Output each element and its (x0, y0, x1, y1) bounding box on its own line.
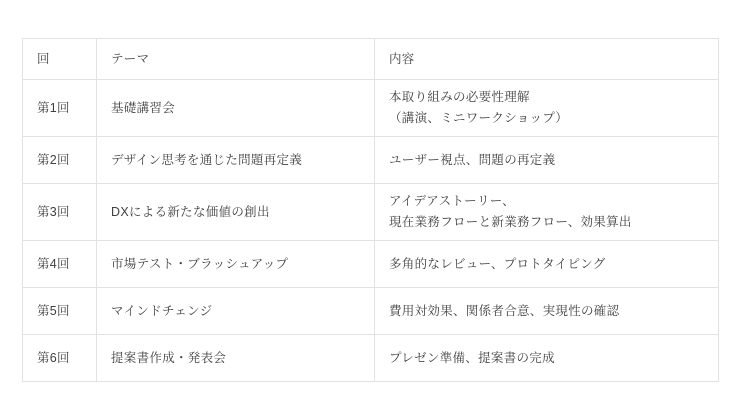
cell-theme: 市場テスト・ブラッシュアップ (97, 241, 375, 288)
table-body (23, 80, 719, 382)
cell-theme: 提案書作成・発表会 (97, 335, 375, 382)
table-row (23, 288, 719, 335)
cell-content (375, 80, 719, 137)
column-header-theme: テーマ (97, 39, 375, 80)
table-row (23, 241, 719, 288)
column-header-content: 内容 (375, 39, 719, 80)
cell-content-line: 現在業務フローと新業務フロー、効果算出 (389, 215, 632, 229)
cell-content-line: 費用対効果、関係者合意、実現性の確認 (389, 303, 620, 318)
column-header-session: 回 (23, 39, 97, 80)
table-row (23, 80, 719, 137)
cell-theme: DXによる新たな価値の創出 (97, 184, 375, 241)
cell-session: 第6回 (23, 335, 97, 382)
cell-content-line: プレゼン準備、提案書の完成 (389, 350, 555, 365)
table-row (23, 184, 719, 241)
cell-theme: 基礎講習会 (97, 80, 375, 137)
cell-theme: デザイン思考を通じた問題再定義 (97, 137, 375, 184)
cell-content (375, 137, 719, 184)
cell-content-line: 多角的なレビュー、プロトタイピング (389, 256, 606, 271)
table-header-row (23, 39, 719, 80)
cell-content-line: アイデアストーリー、 (389, 194, 515, 209)
table-row (23, 137, 719, 184)
table-header (23, 39, 719, 80)
cell-session: 第3回 (23, 184, 97, 241)
cell-content (375, 241, 719, 288)
table-row (23, 335, 719, 382)
cell-session: 第2回 (23, 137, 97, 184)
cell-session: 第4回 (23, 241, 97, 288)
cell-theme: マインドチェンジ (97, 288, 375, 335)
program-schedule-table (22, 38, 719, 382)
cell-content-line: （講演、ミニワークショップ） (389, 111, 569, 125)
cell-content-line: 本取り組みの必要性理解 (389, 90, 530, 105)
cell-session: 第1回 (23, 80, 97, 137)
cell-content (375, 288, 719, 335)
cell-content (375, 335, 719, 382)
cell-content (375, 184, 719, 241)
cell-content-line: ユーザー視点、問題の再定義 (389, 152, 556, 167)
cell-session: 第5回 (23, 288, 97, 335)
